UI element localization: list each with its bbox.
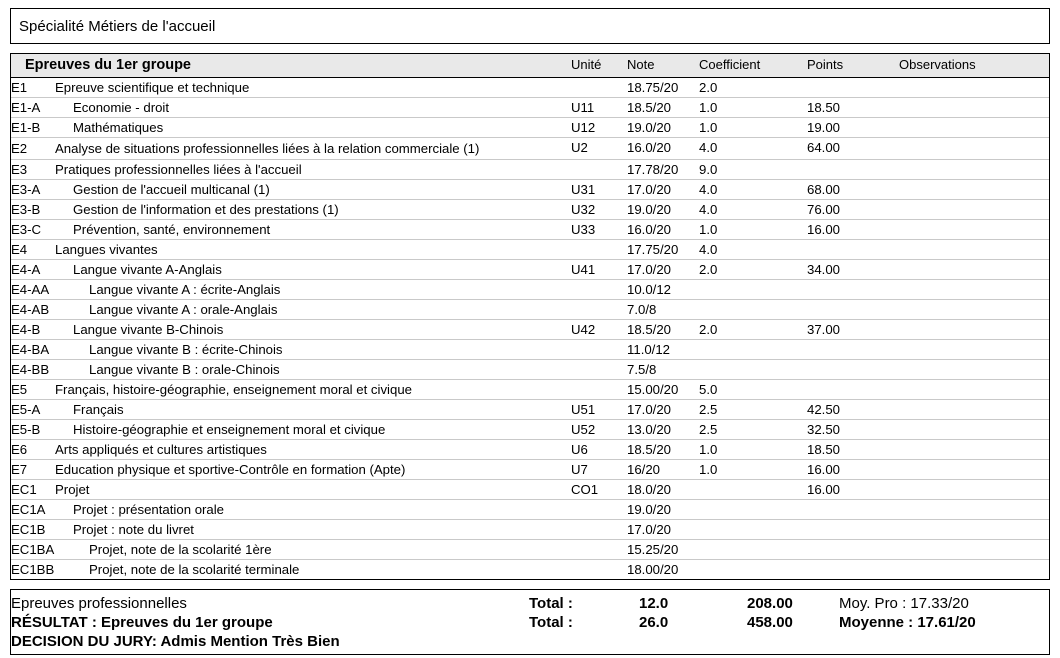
row-points: [807, 160, 899, 180]
row-label: [11, 200, 571, 220]
row-label: [11, 480, 571, 500]
row-coefficient: 4.0: [699, 200, 807, 220]
row-unite: [571, 500, 627, 520]
row-coefficient: 4.0: [699, 240, 807, 260]
table-row: [11, 280, 1049, 300]
row-points: 16.00: [807, 480, 899, 500]
row-label: [11, 280, 571, 300]
row-title: Gestion de l'accueil multicanal (1): [73, 182, 270, 197]
table-row: [11, 98, 1049, 118]
row-points: 64.00: [807, 138, 899, 160]
row-coefficient: [699, 300, 807, 320]
row-label: [11, 138, 571, 160]
row-coefficient: 1.0: [699, 98, 807, 118]
row-unite: [571, 160, 627, 180]
row-points: 34.00: [807, 260, 899, 280]
row-observations: [899, 400, 1049, 420]
row-observations: [899, 320, 1049, 340]
row-coefficient: [699, 560, 807, 580]
summary-row-result: [11, 613, 1049, 632]
row-note: 17.75/20: [627, 240, 699, 260]
row-points: [807, 78, 899, 98]
table-row: [11, 560, 1049, 580]
row-observations: [899, 440, 1049, 460]
row-code: EC1B: [11, 522, 46, 537]
row-points: 42.50: [807, 400, 899, 420]
row-note: 19.0/20: [627, 200, 699, 220]
table-row: [11, 360, 1049, 380]
summary-result-label: RÉSULTAT : Epreuves du 1er groupe: [11, 614, 273, 631]
row-unite: [571, 340, 627, 360]
row-code: E1-B: [11, 120, 41, 135]
row-unite: U51: [571, 400, 627, 420]
table-row: [11, 340, 1049, 360]
row-label: [11, 440, 571, 460]
row-title: Economie - droit: [73, 100, 170, 115]
row-title: Gestion de l'information et des prestations (1): [73, 202, 339, 217]
row-code: E1-A: [11, 100, 41, 115]
row-note: 13.0/20: [627, 420, 699, 440]
row-coefficient: 4.0: [699, 138, 807, 160]
row-note: 18.75/20: [627, 78, 699, 98]
row-code: EC1BA: [11, 542, 55, 557]
row-points: 32.50: [807, 420, 899, 440]
row-note: 18.00/20: [627, 562, 679, 577]
row-label: [11, 260, 571, 280]
table-row: [11, 420, 1049, 440]
table-row: [11, 320, 1049, 340]
row-code: E3-B: [11, 202, 41, 217]
row-observations: [899, 180, 1049, 200]
row-unite: U41: [571, 260, 627, 280]
row-note: 17.0/20: [627, 180, 699, 200]
row-observations: [899, 460, 1049, 480]
table-row: [11, 500, 1049, 520]
row-note: 17.78/20: [627, 160, 699, 180]
row-observations: [899, 220, 1049, 240]
row-code: EC1BB: [11, 562, 55, 577]
row-title: Histoire-géographie et enseignement moral et civique: [73, 422, 386, 437]
row-label: [11, 180, 571, 200]
row-observations: [899, 520, 1049, 540]
header-note: Note: [627, 54, 699, 78]
table-row: [11, 240, 1049, 260]
row-points: 19.00: [807, 118, 899, 138]
row-title: Français: [73, 402, 124, 417]
row-label: [11, 360, 571, 380]
row-label: [11, 500, 571, 520]
row-coefficient: 2.0: [699, 320, 807, 340]
row-coefficient: [699, 540, 807, 560]
row-title: Langue vivante A-Anglais: [73, 262, 222, 277]
summary-pro-points: 208.00: [747, 595, 793, 612]
row-title: Français, histoire-géographie, enseignement moral et civique: [55, 382, 412, 397]
row-unite: U6: [571, 440, 627, 460]
table-row: [11, 440, 1049, 460]
table-row: [11, 480, 1049, 500]
row-note: 16/20: [627, 460, 699, 480]
header-points: Points: [807, 54, 899, 78]
row-points: 68.00: [807, 180, 899, 200]
row-note: 17.0/20: [627, 400, 699, 420]
row-observations: [899, 500, 1049, 520]
table-row: [11, 400, 1049, 420]
summary-pro-coefficient: 12.0: [639, 595, 669, 612]
table-row: [11, 380, 1049, 400]
row-label: [11, 160, 571, 180]
row-coefficient: 9.0: [699, 160, 807, 180]
row-unite: U11: [571, 98, 627, 118]
row-label: [11, 560, 571, 580]
row-coefficient: [699, 280, 807, 300]
row-note: 7.5/8: [627, 360, 699, 380]
row-label: [11, 520, 571, 540]
row-code: E2: [11, 141, 28, 156]
row-code: EC1A: [11, 502, 46, 517]
table-row: [11, 520, 1049, 540]
row-points: 18.50: [807, 440, 899, 460]
table-row: [11, 220, 1049, 240]
row-label: [11, 300, 571, 320]
row-unite: [571, 360, 627, 380]
row-coefficient: 2.0: [699, 78, 807, 98]
row-note: 19.0/20: [627, 118, 699, 138]
row-code: E5-B: [11, 422, 41, 437]
speciality-title-box: [10, 8, 1050, 44]
row-unite: [571, 78, 627, 98]
row-note: 10.0/12: [627, 280, 699, 300]
jury-decision: DECISION DU JURY: Admis Mention Très Bien: [11, 633, 340, 650]
row-note: 11.0/12: [627, 340, 699, 360]
summary-pro-label: Epreuves professionnelles: [11, 595, 187, 612]
row-label: [11, 118, 571, 138]
summary-result-average: Moyenne : 17.61/20: [839, 614, 976, 631]
header-observations: Observations: [899, 54, 1049, 78]
row-unite: [571, 240, 627, 260]
row-observations: [899, 560, 1049, 580]
row-label: [11, 400, 571, 420]
row-code: EC1: [11, 482, 37, 497]
row-points: 76.00: [807, 200, 899, 220]
table-row: [11, 160, 1049, 180]
row-unite: U2: [571, 138, 627, 160]
row-unite: U42: [571, 320, 627, 340]
row-note: 15.25/20: [627, 540, 699, 560]
row-coefficient: [699, 360, 807, 380]
table-row: [11, 300, 1049, 320]
row-observations: [899, 98, 1049, 118]
row-points: [807, 380, 899, 400]
grades-table-header: [11, 54, 1049, 78]
row-unite: [571, 380, 627, 400]
row-points: [807, 500, 899, 520]
row-code: E7: [11, 462, 28, 477]
row-title: Langue vivante B : orale-Chinois: [89, 362, 280, 377]
row-observations: [899, 540, 1049, 560]
summary-row-professional: [11, 594, 1049, 613]
summary-box: [10, 589, 1050, 655]
row-observations: [899, 480, 1049, 500]
row-observations: [899, 340, 1049, 360]
row-label: [11, 420, 571, 440]
row-coefficient: 1.0: [699, 118, 807, 138]
row-title: Langue vivante B : écrite-Chinois: [89, 342, 283, 357]
row-unite: U12: [571, 118, 627, 138]
row-title: Arts appliqués et cultures artistiques: [55, 442, 267, 457]
row-code: E1: [11, 80, 28, 95]
row-coefficient: 1.0: [699, 220, 807, 240]
row-coefficient: [699, 520, 807, 540]
header-unite: Unité: [571, 54, 627, 78]
row-note: 18.5/20: [627, 98, 699, 118]
row-observations: [899, 260, 1049, 280]
table-row: [11, 260, 1049, 280]
row-points: 16.00: [807, 460, 899, 480]
row-code: E4-B: [11, 322, 41, 337]
row-unite: [571, 540, 627, 560]
row-coefficient: 2.5: [699, 400, 807, 420]
row-title: Projet : présentation orale: [73, 502, 225, 517]
row-code: E4-BB: [11, 362, 50, 377]
table-row: [11, 540, 1049, 560]
summary-pro-total-label: Total :: [529, 595, 573, 612]
row-label: [11, 78, 571, 98]
page-title: Spécialité Métiers de l'accueil: [19, 17, 216, 35]
row-title: Education physique et sportive-Contrôle en formation (Apte): [55, 462, 406, 477]
row-observations: [899, 138, 1049, 160]
row-coefficient: [699, 340, 807, 360]
row-observations: [899, 118, 1049, 138]
header-coefficient: Coefficient: [699, 54, 807, 78]
row-coefficient: 4.0: [699, 180, 807, 200]
row-code: E3-C: [11, 222, 42, 237]
grades-table-container: [10, 53, 1050, 580]
row-title: Prévention, santé, environnement: [73, 222, 271, 237]
row-coefficient: 2.5: [699, 420, 807, 440]
table-row: [11, 200, 1049, 220]
row-points: 18.50: [807, 98, 899, 118]
row-code: E5-A: [11, 402, 41, 417]
row-note: 18.0/20: [627, 480, 699, 500]
row-coefficient: 1.0: [699, 440, 807, 460]
row-note: 17.0/20: [627, 260, 699, 280]
summary-row-jury: [11, 632, 1049, 651]
row-label: [11, 540, 571, 560]
table-row: [11, 138, 1049, 160]
row-code: E4-AA: [11, 282, 50, 297]
row-unite: U32: [571, 200, 627, 220]
row-unite: CO1: [571, 480, 627, 500]
summary-result-points: 458.00: [747, 614, 793, 631]
row-points: 16.00: [807, 220, 899, 240]
row-coefficient: 1.0: [699, 460, 807, 480]
row-unite: U31: [571, 180, 627, 200]
row-note: 7.0/8: [627, 300, 699, 320]
table-row: [11, 180, 1049, 200]
row-unite: U33: [571, 220, 627, 240]
row-label: [11, 380, 571, 400]
row-title: Langues vivantes: [55, 242, 158, 257]
row-points: [807, 520, 899, 540]
row-unite: U7: [571, 460, 627, 480]
row-code: E4-A: [11, 262, 41, 277]
row-note: 16.0/20: [627, 220, 699, 240]
row-unite: [571, 520, 627, 540]
row-code: E4: [11, 242, 28, 257]
row-points: [807, 300, 899, 320]
row-points: [807, 360, 899, 380]
row-code: E6: [11, 442, 28, 457]
row-points: [807, 540, 899, 560]
row-note: 16.0/20: [627, 138, 699, 160]
table-row: [11, 118, 1049, 138]
summary-result-coefficient: 26.0: [639, 614, 669, 631]
row-title: Projet, note de la scolarité terminale: [89, 562, 300, 577]
row-note: 18.5/20: [627, 320, 699, 340]
row-note: 17.0/20: [627, 520, 699, 540]
row-note: 18.5/20: [627, 440, 699, 460]
row-unite: [571, 300, 627, 320]
row-observations: [899, 160, 1049, 180]
row-code: E4-BA: [11, 342, 50, 357]
row-coefficient: 5.0: [699, 380, 807, 400]
row-label: [11, 220, 571, 240]
row-points: 37.00: [807, 320, 899, 340]
row-points: [807, 240, 899, 260]
row-title: Projet, note de la scolarité 1ère: [89, 542, 272, 557]
row-label: [11, 340, 571, 360]
row-title: Analyse de situations professionnelles liées à la relation commerciale (1): [55, 141, 480, 156]
row-points: [807, 340, 899, 360]
row-note: 15.00/20: [627, 380, 699, 400]
row-code: E4-AB: [11, 302, 50, 317]
row-label: [11, 320, 571, 340]
row-title: Projet : note du livret: [73, 522, 194, 537]
row-coefficient: [699, 480, 807, 500]
row-code: E3: [11, 162, 28, 177]
row-note: 19.0/20: [627, 500, 699, 520]
row-unite: [571, 560, 627, 580]
row-observations: [899, 200, 1049, 220]
row-observations: [899, 78, 1049, 98]
row-observations: [899, 420, 1049, 440]
summary-table: [11, 594, 1049, 651]
row-observations: [899, 300, 1049, 320]
table-row: [11, 78, 1049, 98]
table-row: [11, 460, 1049, 480]
row-unite: U52: [571, 420, 627, 440]
row-title: Mathématiques: [73, 120, 164, 135]
row-observations: [899, 380, 1049, 400]
row-title: Epreuve scientifique et technique: [55, 80, 250, 95]
row-observations: [899, 360, 1049, 380]
row-observations: [899, 240, 1049, 260]
row-label: [11, 460, 571, 480]
row-coefficient: [699, 500, 807, 520]
row-observations: [899, 280, 1049, 300]
row-title: Langue vivante A : orale-Anglais: [89, 302, 278, 317]
row-label: [11, 240, 571, 260]
row-code: E3-A: [11, 182, 41, 197]
summary-pro-average: Moy. Pro : 17.33/20: [839, 595, 969, 612]
row-title: Projet: [55, 482, 90, 497]
header-group-title: Epreuves du 1er groupe: [11, 54, 571, 78]
row-title: Langue vivante A : écrite-Anglais: [89, 282, 281, 297]
row-code: E5: [11, 382, 28, 397]
row-coefficient: 2.0: [699, 260, 807, 280]
row-points: [807, 280, 899, 300]
grades-table: [11, 54, 1049, 579]
summary-result-total-label: Total :: [529, 614, 573, 631]
row-label: [11, 98, 571, 118]
row-title: Pratiques professionnelles liées à l'accueil: [55, 162, 302, 177]
row-points: [807, 560, 899, 580]
row-title: Langue vivante B-Chinois: [73, 322, 224, 337]
row-unite: [571, 280, 627, 300]
